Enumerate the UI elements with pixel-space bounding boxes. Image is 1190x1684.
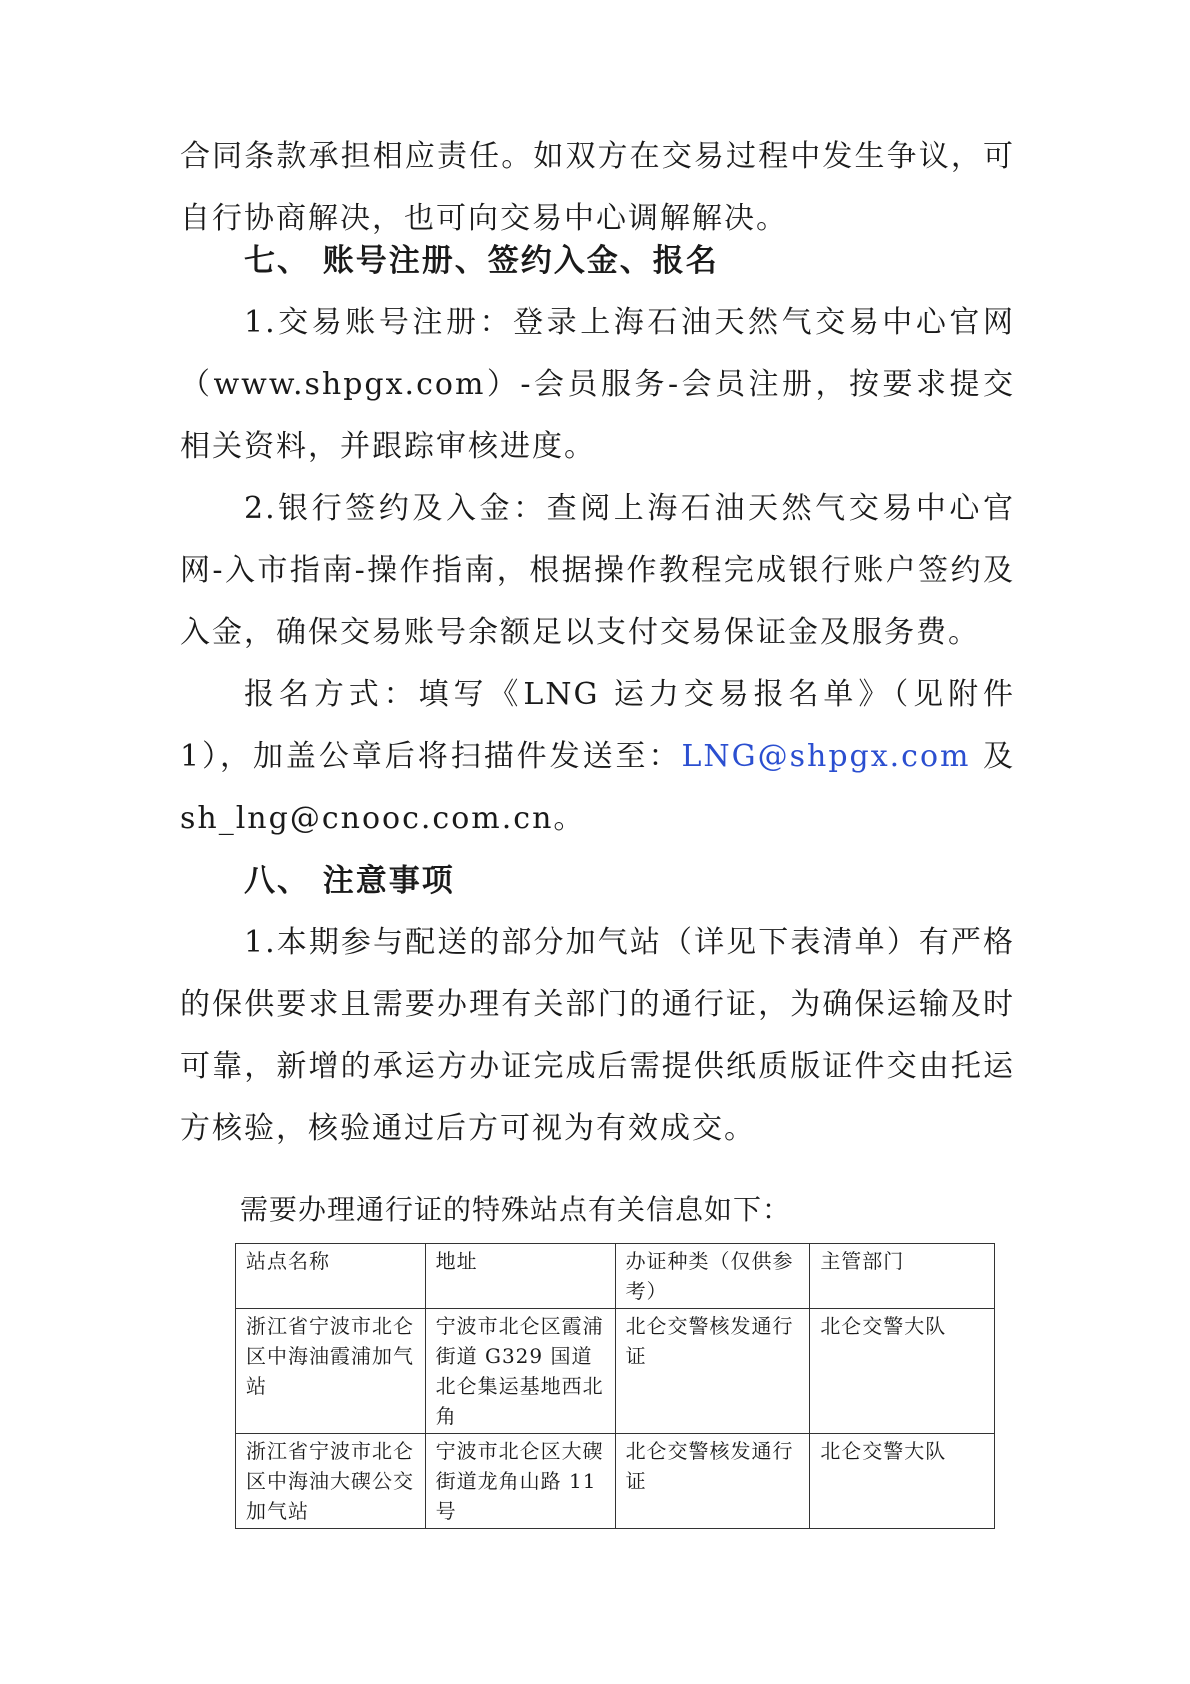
table-row [236,1434,995,1529]
cell-permit-type: 北仑交警核发通行证 [615,1434,810,1529]
cell-permit-type: 北仑交警核发通行证 [615,1309,810,1434]
paragraph-contract-terms: 合同条款承担相应责任。如双方在交易过程中发生争议，可自行协商解决，也可向交易中心调解解决。 [180,139,1015,236]
paragraph-signup-method [180,664,1015,850]
cell-station-name: 浙江省宁波市北仑区中海油霞浦加气站 [236,1309,426,1434]
signup-email-shpgx[interactable]: LNG@shpgx.com [681,739,971,774]
header-department: 主管部门 [810,1244,995,1309]
cell-address: 宁波市北仑区霞浦街道 G329 国道北仑集运基地西北角 [425,1309,615,1434]
header-permit-type: 办证种类（仅供参考） [615,1244,810,1309]
cell-department: 北仑交警大队 [810,1434,995,1529]
section-heading-eight: 八、 注意事项 [244,863,455,899]
table-row [236,1309,995,1434]
section-heading-seven: 七、 账号注册、签约入金、报名 [244,243,719,279]
cell-address: 宁波市北仑区大碶街道龙角山路 11 号 [425,1434,615,1529]
signup-text: 报名方式：填写《LNG 运力交易报名单》（见附件 1），加盖公章后将扫描件发送至： [180,677,1015,774]
header-station-name: 站点名称 [236,1244,426,1309]
cell-station-name: 浙江省宁波市北仑区中海油大碶公交加气站 [236,1434,426,1529]
paragraph-notice-stations: 1.本期参与配送的部分加气站（详见下表清单）有严格的保供要求且需要办理有关部门的通行证，为确保运输及时可靠，新增的承运方办证完成后需提供纸质版证件交由托运方核验，核验通过后方可视为有效成交。 [180,925,1015,1146]
header-address: 地址 [425,1244,615,1309]
table-header-row [236,1244,995,1309]
special-stations-table [235,1243,995,1529]
signup-and: 及 [970,739,1015,774]
paragraph-bank-signing: 2.银行签约及入金：查阅上海石油天然气交易中心官网-入市指南-操作指南，根据操作教程完成银行账户签约及入金，确保交易账号余额足以支付交易保证金及服务费。 [180,491,1015,650]
signup-email-cnooc[interactable]: sh_lng@cnooc.com.cn [180,801,554,836]
cell-department: 北仑交警大队 [810,1309,995,1434]
paragraph-account-registration: 1.交易账号注册：登录上海石油天然气交易中心官网（www.shpgx.com）-会员服务-会员注册，按要求提交相关资料，并跟踪审核进度。 [180,305,1015,464]
signup-end: 。 [553,801,586,836]
table-caption: 需要办理通行证的特殊站点有关信息如下： [240,1193,792,1226]
